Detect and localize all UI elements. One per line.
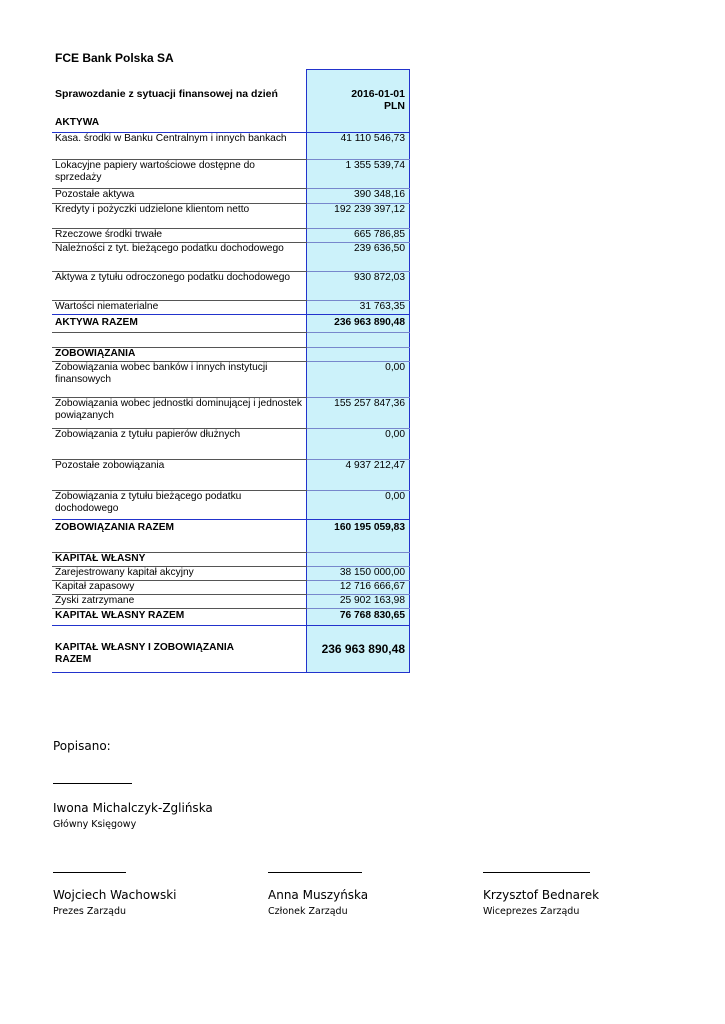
row-label: Kasa. środki w Banku Centralnym i innych bankach	[52, 132, 307, 159]
signatory-name: Iwona Michalczyk-Zglińska	[53, 801, 213, 815]
row-value: 38 150 000,00	[307, 566, 410, 580]
header-title-row	[52, 88, 410, 101]
row-value: 41 110 546,73	[307, 132, 410, 159]
grand-total-label: KAPITAŁ WŁASNY I ZOBOWIĄZANIA RAZEM	[52, 625, 307, 672]
table-row	[52, 566, 410, 580]
table-row	[52, 361, 410, 397]
assets-total-value: 236 963 890,48	[307, 314, 410, 332]
table-row	[52, 159, 410, 188]
row-value: 192 239 397,12	[307, 203, 410, 228]
signatory-name: Anna Muszyńska	[268, 888, 369, 902]
table-row	[52, 580, 410, 594]
row-value: 4 937 212,47	[307, 459, 410, 490]
signatory-role: Główny Księgowy	[53, 819, 137, 830]
assets-total-label: AKTYWA RAZEM	[52, 314, 307, 332]
row-value: 665 786,85	[307, 228, 410, 242]
row-value: 0,00	[307, 490, 410, 519]
row-label: Zobowiązania wobec banków i innych instytucji finansowych	[52, 361, 307, 397]
signed-label: Popisano:	[53, 739, 111, 753]
table-row	[52, 300, 410, 314]
row-label: Wartości niematerialne	[52, 300, 307, 314]
signatory-vice-president	[483, 888, 599, 917]
signatory-board-member	[268, 888, 368, 917]
liabilities-total-value: 160 195 059,83	[307, 519, 410, 552]
liabilities-heading-row	[52, 347, 410, 361]
row-label: Zobowiązania z tytułu papierów dłużnych	[52, 428, 307, 459]
row-label: Aktywa z tytułu odroczonego podatku dochodowego	[52, 271, 307, 300]
row-value: 12 716 666,67	[307, 580, 410, 594]
grand-total-value: 236 963 890,48	[307, 625, 410, 672]
assets-total-row	[52, 314, 410, 332]
assets-heading: AKTYWA	[52, 114, 307, 132]
row-value: 390 348,16	[307, 188, 410, 203]
row-label: Pozostałe zobowiązania	[52, 459, 307, 490]
row-label: Lokacyjne papiery wartościowe dostępne do sprzedaży	[52, 159, 307, 188]
assets-heading-row	[52, 114, 410, 132]
table-row	[52, 132, 410, 159]
table-row	[52, 490, 410, 519]
signature-line	[53, 872, 126, 873]
row-value: 239 636,50	[307, 242, 410, 271]
signatory-chief-accountant	[53, 801, 213, 830]
header-spacer	[52, 70, 307, 88]
bank-name: FCE Bank Polska SA	[55, 51, 174, 65]
statement-currency: PLN	[307, 100, 410, 114]
table-row	[52, 428, 410, 459]
liabilities-total-label: ZOBOWIĄZANIA RAZEM	[52, 519, 307, 552]
statement-title: Sprawozdanie z sytuacji finansowej na dzień	[55, 87, 278, 100]
header-row	[52, 70, 410, 88]
row-label: Należności z tyt. bieżącego podatku dochodowego	[52, 242, 307, 271]
equity-total-label: KAPITAŁ WŁASNY RAZEM	[52, 608, 307, 625]
row-label: Rzeczowe środki trwałe	[52, 228, 307, 242]
liabilities-total-row	[52, 519, 410, 552]
row-label: Zobowiązania wobec jednostki dominującej i jednostek powiązanych	[52, 397, 307, 428]
table-row	[52, 203, 410, 228]
table-row	[52, 188, 410, 203]
signatory-name: Krzysztof Bednarek	[483, 888, 600, 902]
equity-total-row	[52, 608, 410, 625]
grand-total-row	[52, 625, 410, 672]
signature-line	[53, 783, 132, 784]
signatory-role: Członek Zarządu	[268, 906, 348, 917]
table-row	[52, 228, 410, 242]
statement-date: 2016-01-01	[307, 88, 410, 101]
row-value: 0,00	[307, 361, 410, 397]
signatory-name: Wojciech Wachowski	[53, 888, 177, 902]
row-value: 31 763,35	[307, 300, 410, 314]
signatory-role: Prezes Zarządu	[53, 906, 126, 917]
row-label: Zobowiązania z tytułu bieżącego podatku dochodowego	[52, 490, 307, 519]
row-label: Kapitał zapasowy	[52, 580, 307, 594]
signatory-role: Wiceprezes Zarządu	[483, 906, 580, 917]
row-value: 930 872,03	[307, 271, 410, 300]
table-row	[52, 594, 410, 608]
liabilities-heading: ZOBOWIĄZANIA	[52, 347, 307, 361]
row-value: 155 257 847,36	[307, 397, 410, 428]
table-row	[52, 242, 410, 271]
signature-line	[268, 872, 362, 873]
table-row	[52, 397, 410, 428]
equity-heading-row	[52, 552, 410, 566]
row-value: 25 902 163,98	[307, 594, 410, 608]
table-row	[52, 271, 410, 300]
equity-heading: KAPITAŁ WŁASNY	[52, 552, 307, 566]
signature-line	[483, 872, 590, 873]
row-value: 0,00	[307, 428, 410, 459]
row-label: Kredyty i pożyczki udzielone klientom netto	[52, 203, 307, 228]
row-label: Zyski zatrzymane	[52, 594, 307, 608]
row-label: Pozostałe aktywa	[52, 188, 307, 203]
table-row	[52, 459, 410, 490]
signatory-president	[53, 888, 177, 917]
financial-statement-table	[52, 69, 410, 673]
equity-total-value: 76 768 830,65	[307, 608, 410, 625]
row-value: 1 355 539,74	[307, 159, 410, 188]
row-label: Zarejestrowany kapitał akcyjny	[52, 566, 307, 580]
